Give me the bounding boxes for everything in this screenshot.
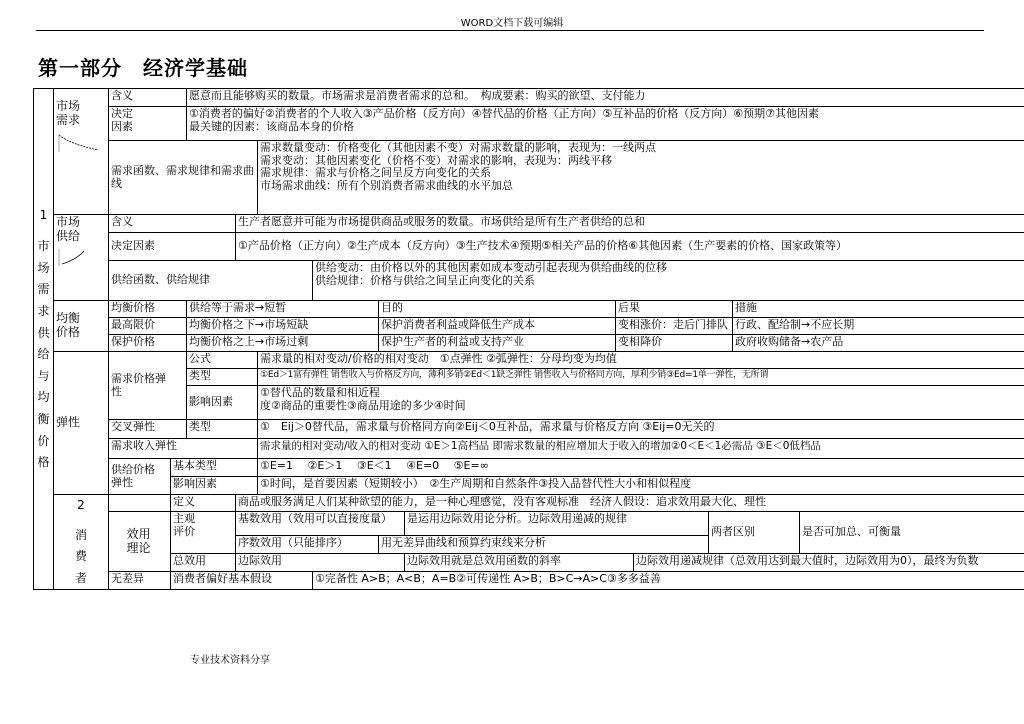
income-elasticity: 需求量的相对变动/收入的相对变动 ①E＞1高档品 即需求数量的相应增加大于收入的增加②0＜E＜1必需品 ③E＜0低档品 xyxy=(258,439,1024,459)
ped-type-label: 类型 xyxy=(187,369,258,386)
eq-r3-c3: 保护生产者的利益或支持产业 xyxy=(379,335,616,352)
subjective-label: 主观评价 xyxy=(171,512,236,554)
demand-meaning: 愿意而且能够购买的数量。市场需求是消费者需求的总和。 构成要素：购买的欲望、支付能力 xyxy=(187,89,1024,107)
demand-label-text: 市场需求 xyxy=(56,99,81,127)
basic-type: ①E=1 ②E＞1 ③E＜1 ④E=0 ⑤E=∞ xyxy=(258,459,1024,477)
ped-formula-label: 公式 xyxy=(187,352,258,369)
demand-function-line-1: 需求数量变动：价格变化（其他因素不变）对需求数量的影响，表现为：一线两点 xyxy=(260,141,656,154)
page-header: WORD文档下载可编辑 xyxy=(460,18,564,29)
definition-label: 定义 xyxy=(171,495,236,512)
equilibrium-label: 均衡价格 xyxy=(54,301,109,352)
basic-type-label: 基本类型 xyxy=(171,459,258,477)
ped-influence-label: 影响因素 xyxy=(187,386,258,420)
eq-r1-c5: 措施 xyxy=(733,301,1024,318)
cross-type: ① Eij＞0替代品，需求量与价格同方向②Eij＜0互补品，需求量与价格反方向 ③Eij=0无关的 xyxy=(258,420,1024,439)
supply-elasticity-factors: ①时间，是首要因素（短期较小） ②生产周期和自然条件③投入品替代性大小和相似程度 xyxy=(258,477,1024,495)
supply-meaning-label: 含义 xyxy=(109,215,236,233)
demand-factors xyxy=(187,107,1024,141)
marginal-utility-label: 边际效用 xyxy=(236,554,405,572)
supply-label-text: 市场供给 xyxy=(56,215,81,243)
total-utility-label: 总效用 xyxy=(171,554,236,572)
supply-factors-label: 决定因素 xyxy=(109,233,236,261)
supply-function xyxy=(313,261,1024,301)
preference-assumptions: ①完备性 A>B；A<B；A=B②可传递性 A>B；B>C→A>C③多多益善 xyxy=(313,572,1024,590)
cardinal-utility: 基数效用（效用可以直接度量） xyxy=(236,512,405,536)
ordinal-utility: 序数效用（只能排序） xyxy=(236,536,379,554)
eq-r3-c5: 政府收购储备→农产品 xyxy=(733,335,1024,352)
demand-curve-sketch-icon xyxy=(56,132,102,154)
supply-label xyxy=(54,215,109,301)
eq-r1-c1: 均衡价格 xyxy=(109,301,187,318)
eq-r2-c3: 保护消费者利益或降低生产成本 xyxy=(379,318,616,335)
supply-function-line-1: 供给变动：由价格以外的其他因素如成本变动引起表现为供给曲线的位移 xyxy=(315,261,667,274)
difference-label: 两者区别 xyxy=(709,512,800,554)
ordinal-utility-desc: 用无差异曲线和预算约束线来分析 xyxy=(379,536,709,554)
ped-influence-line-1: ①替代品的数量和相近程 xyxy=(260,386,380,399)
ped-type: ①Ed＞1富有弹性 销售收入与价格反方向，薄利多销②Ed＜1缺乏弹性 销售收入与价格同方向，厚利少销③Ed=1单一弹性，无所谓 xyxy=(258,369,1024,386)
ped-influence-line-2: 度②商品的重要性③商品用途的多少④时间 xyxy=(260,398,466,412)
ped-influence xyxy=(258,386,1024,420)
supply-meaning: 生产者愿意并可能为市场提供商品或服务的数量。市场供给是所有生产者供给的总和 xyxy=(236,215,1024,233)
header-rule xyxy=(36,30,984,31)
eq-r2-c1: 最高限价 xyxy=(109,318,187,335)
demand-function-line-3: 需求规律：需求与价格之间呈反方向变化的关系 xyxy=(260,166,491,180)
eq-r2-c4: 变相涨价：走后门排队 xyxy=(616,318,733,335)
page-footer: 专业技术资料分享 xyxy=(190,655,270,666)
eq-r2-c5: 行政、配给制→不应长期 xyxy=(733,318,1024,335)
section-1-label xyxy=(34,89,54,590)
demand-function-line-4: 市场需求曲线：所有个别消费者需求曲线的水平加总 xyxy=(260,178,513,192)
ped-formula: 需求量的相对变动/价格的相对变动 ①点弹性 ②弧弹性：分母均变为均值 xyxy=(258,352,1024,369)
supply-function-label: 供给函数、供给规律 xyxy=(109,261,313,301)
demand-factors-line-2: 最关键的因素：该商品本身的价格 xyxy=(189,119,354,133)
section-1-title: 市场需求供给与均衡价格 xyxy=(37,239,50,470)
page-title: 第一部分 经济学基础 xyxy=(38,56,248,80)
eq-r2-c2: 均衡价格之下→市场短缺 xyxy=(187,318,379,335)
section-1-number: 1 xyxy=(39,207,48,222)
demand-factors-line-1: ①消费者的偏好②消费者的个人收入③产品价格（反方向）④替代品的价格（正方向）⑤互补品的价格（反方向）⑥预期⑦其他因素 xyxy=(189,107,820,120)
section-2-label xyxy=(54,495,109,590)
eq-r1-c3: 目的 xyxy=(379,301,616,318)
eq-r3-c4: 变相降价 xyxy=(616,335,733,352)
eq-r1-c4: 后果 xyxy=(616,301,733,318)
demand-function-line-2: 需求变动：其他因素变化（价格不变）对需求的影响，表现为：两线平移 xyxy=(260,153,612,167)
supply-factors-label-2: 影响因素 xyxy=(171,477,258,495)
demand-label xyxy=(54,89,109,215)
section-2-title: 消费者 xyxy=(75,527,88,585)
demand-meaning-label: 含义 xyxy=(109,89,187,107)
income-label: 需求收入弹性 xyxy=(109,439,258,459)
utility-theory-label: 效用理论 xyxy=(109,512,171,572)
demand-function xyxy=(258,141,1024,215)
supply-elasticity-label: 供给价格弹性 xyxy=(109,459,171,495)
summary-table xyxy=(33,88,1024,590)
preference-label: 消费者偏好基本假设 xyxy=(171,572,313,590)
supply-factors: ①产品价格（正方向）②生产成本（反方向）③生产技术④预期⑤相关产品的价格⑥其他因素（生产要素的价格、国家政策等） xyxy=(236,233,1024,261)
difference: 是否可加总、可衡量 xyxy=(800,512,1024,554)
demand-factors-label: 决定因素 xyxy=(109,107,187,141)
ped-label: 需求价格弹性 xyxy=(109,352,187,420)
section-2-number: 2 xyxy=(77,498,85,512)
diminishing-law: 边际效用递减规律（总效用达到最大值时，边际效用为0），最终为负数 xyxy=(634,554,1024,572)
cardinal-utility-desc: 是运用边际效用论分析。边际效用递减的规律 xyxy=(405,512,709,536)
eq-r3-c1: 保护价格 xyxy=(109,335,187,352)
cross-type-label: 类型 xyxy=(187,420,258,439)
elasticity-label: 弹性 xyxy=(54,352,109,495)
marginal-utility-desc: 边际效用就是总效用函数的斜率 xyxy=(405,554,634,572)
empty-cell xyxy=(109,495,171,512)
eq-r3-c2: 均衡价格之上→市场过剩 xyxy=(187,335,379,352)
eq-r1-c2: 供给等于需求→短暂 xyxy=(187,301,379,318)
supply-function-line-2: 供给规律：价格与供给之间呈正向变化的关系 xyxy=(315,273,535,287)
cross-label: 交叉弹性 xyxy=(109,420,187,439)
demand-function-label: 需求函数、需求规律和需求曲线 xyxy=(109,141,258,215)
indifference-label: 无差异 xyxy=(109,572,171,590)
supply-curve-sketch-icon xyxy=(56,248,102,268)
definition: 商品或服务满足人们某种欲望的能力，是一种心理感觉，没有客观标准 经济人假设：追求效用最大化、理性 xyxy=(236,495,1024,512)
